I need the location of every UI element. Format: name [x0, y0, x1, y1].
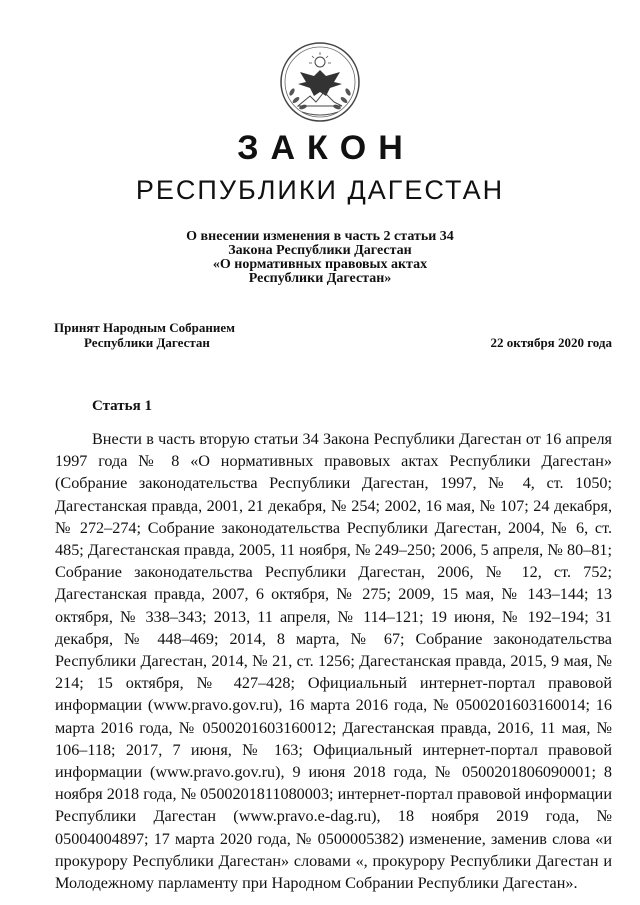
- law-heading: ЗАКОН: [237, 129, 415, 167]
- adoption-date: 22 октября 2020 года: [490, 335, 612, 350]
- article-heading: Статья 1: [92, 398, 152, 414]
- republic-heading: РЕСПУБЛИКИ ДАГЕСТАН: [135, 175, 505, 205]
- law-title: [120, 230, 520, 286]
- adoption-line-2: Республики Дагестан: [84, 335, 210, 350]
- law-title-line: «О нормативных правовых актах: [212, 257, 428, 272]
- article-body: Внести в часть вторую статьи 34 Закона Республики Дагестан от 16 апреля 1997 года № 8 «О нормативных правовых актах Республики Дагестан» (Собрание законодательства Республики Дагестан, 1997, № 4, ст. 1050; Дагестанская правда, 2001, 21 декабря, № 254; 2002, 16 мая, № 107; 24 декабря, № 272–274; Собрание законодательства Республики Дагестан, 2004, № 6, ст. 485; Дагестанская правда, 2005, 11 ноября, № 249–250; 2006, 5 апреля, № 80–81; Собрание законодательства Республики Дагестан, 2006, № 12, ст. 752; Дагестанская правда, 2007, 6 октября, № 275; 2009, 15 мая, № 143–144; 13 октября, № 338–343; 2013, 11 апреля, № 114–121; 19 июня, № 192–194; 31 декабря, № 448–469; 2014, 8 марта, № 67; Собрание законодательства Республики Дагестан, 2014, № 21, ст. 1256; Дагестанская правда, 2015, 9 мая, № 214; 15 октября, № 427–428; Официальный интернет-портал правовой информации (www.pravo.gov.ru), 16 марта 2016 года, № 0500201603160014; 16 марта 2016 года, № 0500201603160012; Дагестанская правда, 2016, 11 мая, № 106–118; 2017, 7 июня, № 163; Официальный интернет-портал правовой информации (www.pravo.gov.ru), 9 июня 2018 года, № 0500201806090001; 8 ноября 2018 года, № 0500201811080003; интернет-портал правовой информации Республики Дагестан (www.pravo.e-dag.ru), 18 ноября 2019 года, № 05004004897; 17 марта 2020 года, № 0500005382) изменение, заменив слова «и прокурору Республики Дагестан» словами «, прокурору Республики Дагестан и Молодежному парламенту при Народном Собрании Республики Дагестан».: [55, 430, 612, 893]
- dagestan-coat-of-arms-icon: [278, 40, 362, 124]
- law-title-line: Закона Республики Дагестан: [228, 243, 412, 258]
- adoption-line-1: Принят Народным Собранием: [54, 320, 236, 335]
- adoption-statement: [54, 320, 294, 350]
- law-title-line: О внесении изменения в часть 2 статьи 34: [186, 229, 454, 244]
- law-title-line: Республики Дагестан»: [248, 271, 392, 286]
